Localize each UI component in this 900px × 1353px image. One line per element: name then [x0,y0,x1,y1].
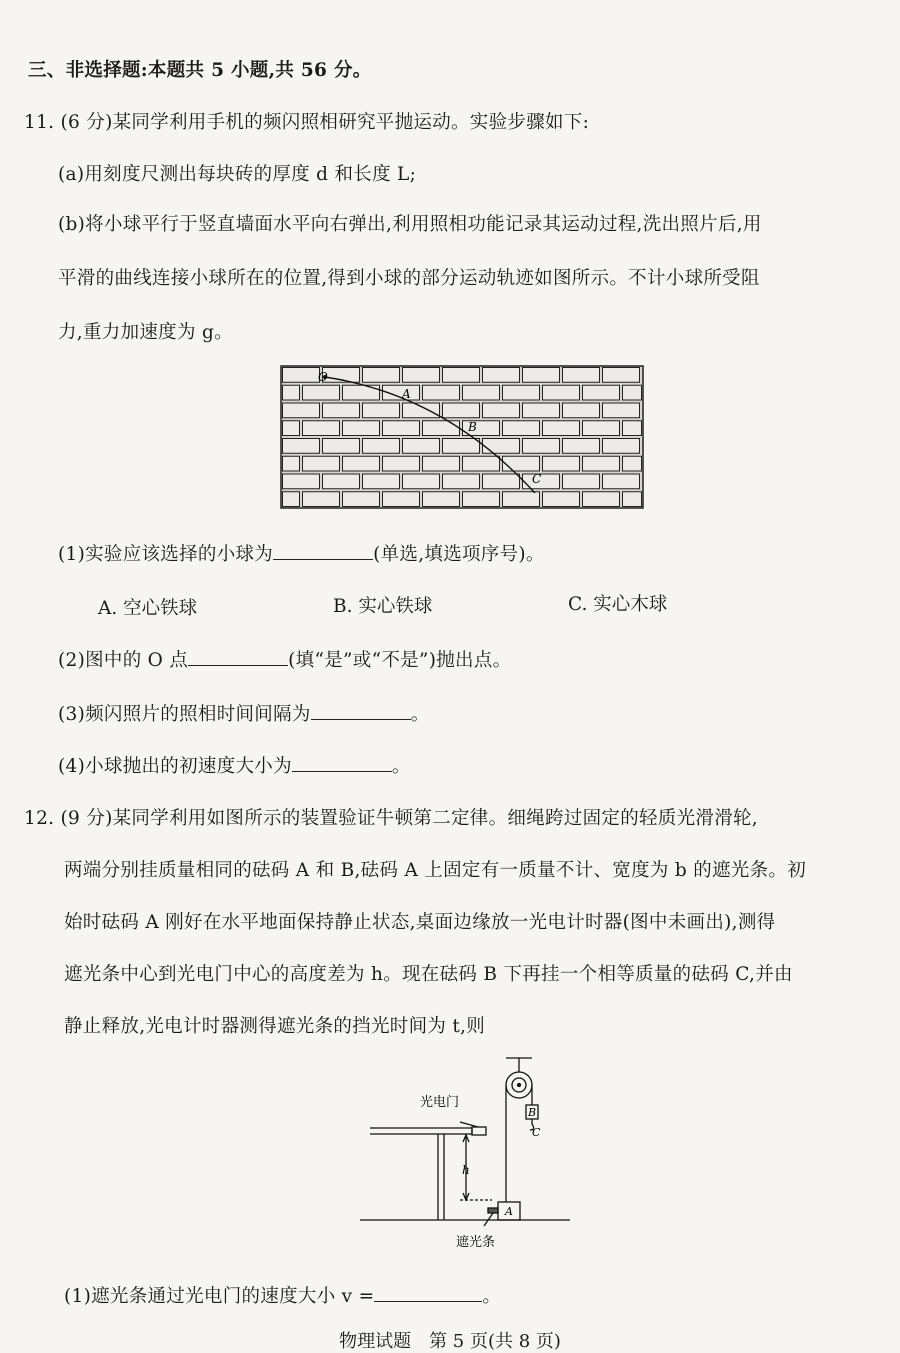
q11-sub4-suffix: 。 [391,756,411,777]
shading-strip [488,1208,498,1213]
brick [623,421,642,436]
brick [603,474,640,489]
brick [503,492,540,507]
brick [383,492,420,507]
brick [443,474,480,489]
brick [363,474,400,489]
q11-sub2 [58,646,511,672]
q11-sub1-prompt: (1)实验应该选择的小球为 [58,544,274,565]
section-title: 三、非选择题:本题共 5 小题,共 56 分。 [28,60,372,81]
brick [343,492,380,507]
brick [443,368,480,383]
brick [463,456,500,471]
q12-stem-line2: 两端分别挂质量相同的砝码 A 和 B,砝码 A 上固定有一质量不计、宽度为 b 的遮光条。初 [64,860,807,881]
brick [483,368,520,383]
q11-sub4-prompt: (4)小球抛出的初速度大小为 [58,756,292,777]
brick [323,403,360,418]
brick [543,385,580,400]
photogate [472,1127,486,1135]
brick [343,421,380,436]
brick [443,403,480,418]
brick [283,439,320,454]
q12-stem-line4: 遮光条中心到光电门中心的高度差为 h。现在砝码 B 下再挂一个相等质量的砝码 C,并由 [64,964,793,985]
brick [503,385,540,400]
brick [323,439,360,454]
brick [583,456,620,471]
brick [423,421,460,436]
brick [303,492,340,507]
label-a-mass: A [505,1205,513,1218]
brick [463,492,500,507]
brick [603,403,640,418]
brick [283,456,300,471]
brick [603,439,640,454]
brick [623,456,642,471]
brick [283,492,300,507]
q11-sub2-prompt: (2)图中的 O 点 [58,650,189,671]
label-c-mass: C [532,1126,541,1139]
q11-option-c: C. 实心木球 [568,594,668,615]
brick [483,474,520,489]
brick [423,492,460,507]
brick [403,403,440,418]
brick [623,385,642,400]
brick [283,368,320,383]
q11-sub4 [58,752,411,778]
brick [503,456,540,471]
brick [523,368,560,383]
brick [443,439,480,454]
label-h: h [462,1163,470,1177]
label-shading-strip: 遮光条 [456,1235,496,1250]
q11-sub3-answer-blank[interactable] [311,701,411,720]
brick [483,403,520,418]
brick [283,385,300,400]
q12-sub1 [64,1282,501,1308]
brick [483,439,520,454]
q11-sub2-answer-blank[interactable] [188,647,288,666]
q11-option-a: A. 空心铁球 [98,598,198,619]
q11-sub4-answer-blank[interactable] [292,753,392,772]
brick-wall-figure [280,365,645,510]
q12-stem-line1: 12. (9 分)某同学利用如图所示的装置验证牛顿第二定律。细绳跨过固定的轻质光滑滑轮, [24,808,758,829]
brick [563,403,600,418]
label-photogate: 光电门 [420,1095,460,1110]
q11-stem: 11. (6 分)某同学利用手机的频闪照相研究平抛运动。实验步骤如下: [24,112,590,133]
brick [563,474,600,489]
brick [583,385,620,400]
brick [283,403,320,418]
brick [303,421,340,436]
brick [403,474,440,489]
brick [363,403,400,418]
brick [583,492,620,507]
brick [283,421,300,436]
q11-sub3 [58,700,430,726]
label-o: O [318,370,328,384]
q11-sub3-prompt: (3)频闪照片的照相时间间隔为 [58,704,311,725]
q11-sub1-answer-blank[interactable] [273,541,373,560]
q11-step-b-line3: 力,重力加速度为 g。 [58,322,233,343]
page-footer: 物理试题 第 5 页(共 8 页) [339,1331,561,1352]
brick [463,385,500,400]
brick [303,456,340,471]
brick [383,421,420,436]
brick [543,456,580,471]
label-c: C [532,472,542,486]
brick [603,368,640,383]
brick [423,456,460,471]
q12-sub1-answer-blank[interactable] [374,1283,482,1302]
brick [363,439,400,454]
q12-stem-line3: 始时砝码 A 刚好在水平地面保持静止状态,桌面边缘放一光电计时器(图中未画出),测得 [64,912,776,933]
q12-sub1-suffix: 。 [482,1286,502,1307]
brick [563,439,600,454]
pulley-apparatus-figure [360,1050,580,1260]
q11-sub1 [58,540,545,566]
q11-sub3-suffix: 。 [410,704,430,725]
brick [543,492,580,507]
brick [343,456,380,471]
brick [503,421,540,436]
label-b: B [468,420,477,434]
q11-sub2-suffix: (填“是”或“不是”)抛出点。 [288,650,512,671]
brick [583,421,620,436]
q11-step-b-line2: 平滑的曲线连接小球所在的位置,得到小球的部分运动轨迹如图所示。不计小球所受阻 [58,268,760,289]
label-a: A [402,387,411,401]
q11-sub1-suffix: (单选,填选项序号)。 [373,544,545,565]
q11-step-a: (a)用刻度尺测出每块砖的厚度 d 和长度 L; [58,164,417,185]
label-b-mass: B [528,1106,537,1119]
q12-stem-line5: 静止释放,光电计时器测得遮光条的挡光时间为 t,则 [64,1016,486,1037]
brick [623,492,642,507]
brick [283,474,320,489]
q11-step-b-line1: (b)将小球平行于竖直墙面水平向右弹出,利用照相功能记录其运动过程,洗出照片后,用 [58,214,762,235]
brick [403,439,440,454]
brick [423,385,460,400]
brick [563,368,600,383]
brick [363,368,400,383]
brick [543,421,580,436]
brick [403,368,440,383]
brick [303,385,340,400]
brick [383,456,420,471]
brick [523,403,560,418]
brick [323,474,360,489]
q12-sub1-prompt: (1)遮光条通过光电门的速度大小 v = [64,1286,375,1307]
brick [523,439,560,454]
q11-option-b: B. 实心铁球 [333,596,433,617]
